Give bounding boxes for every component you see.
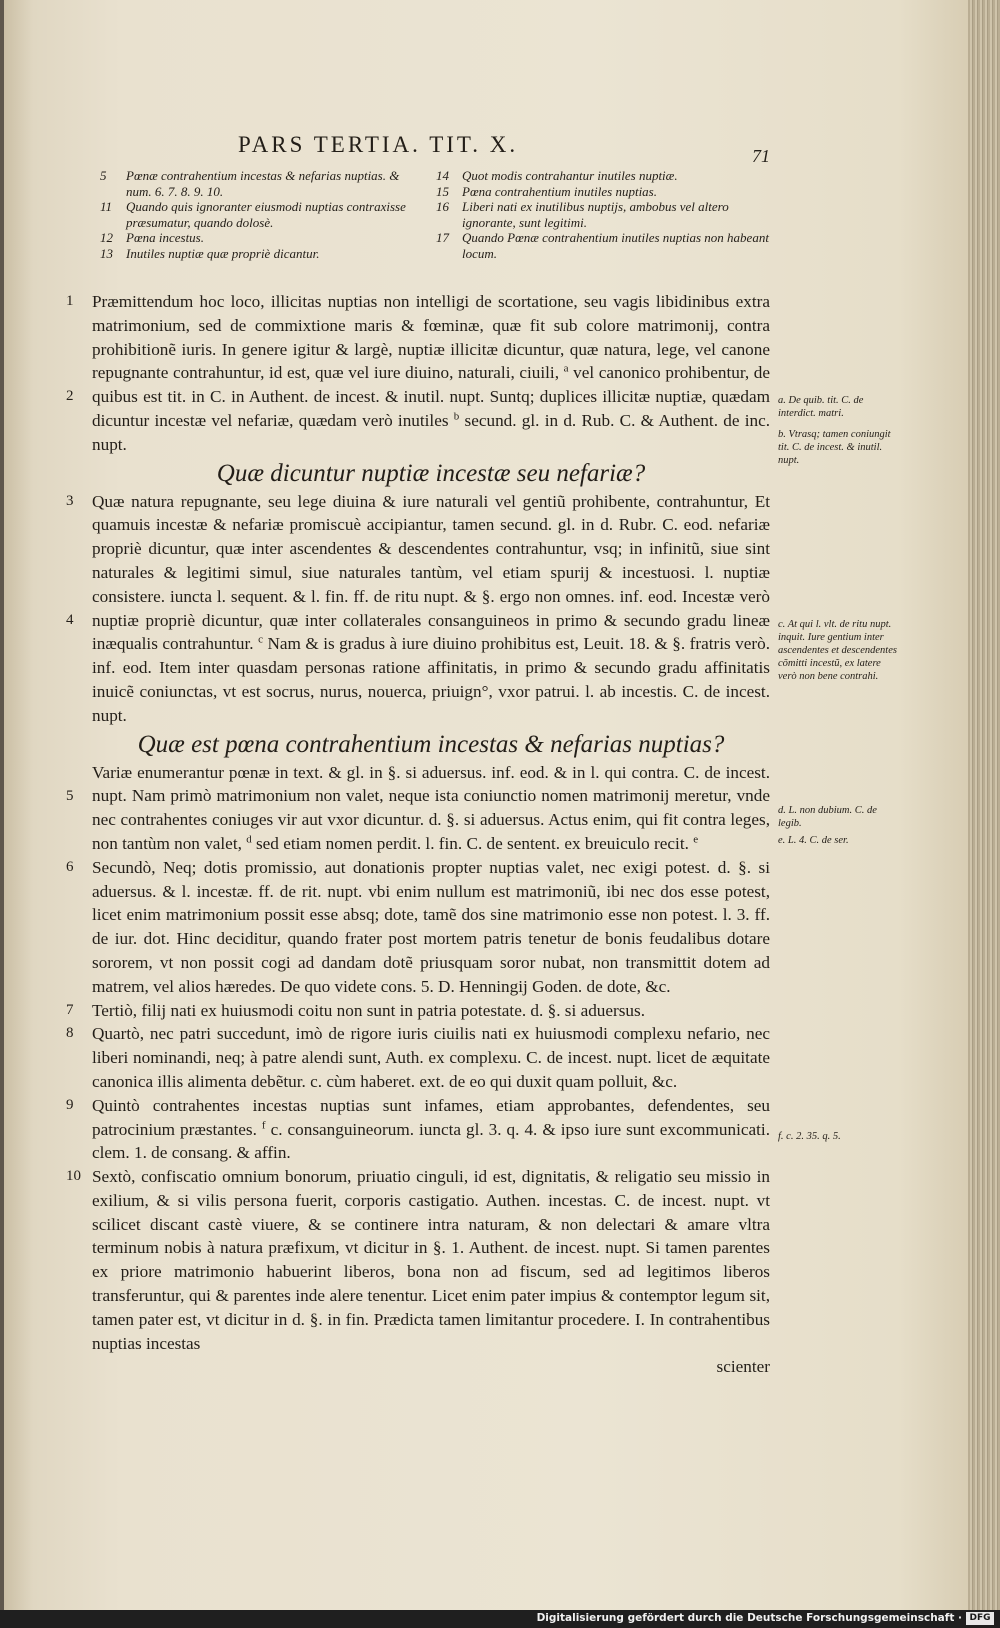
running-head: PARS TERTIA. TIT. X. <box>238 132 519 157</box>
margin-number: 2 <box>66 388 74 404</box>
paragraph-7: 7 Tertiò, filij nati ex huiusmodi coitu non sunt in patria potestate. d. §. si aduersus. <box>92 999 770 1023</box>
paragraph-3: 3 4 Quæ natura repugnante, seu lege diuina & iure naturali vel gentiũ prohibente, contrahuntur, Et quamuis incestæ & nefariæ promiscuè accipiantur, tamen secund. gl. in d. Rubr. C. eod. nefariæ propriè dicuntur, quæ inter ascendentes & descendentes contrahuntur, vsq; in infinitũ, siue sint naturales & legitimi simul, siue naturales tantùm, vel etiam spurij & incestuosi. l. nuptiæ consistere. iuncta l. sequent. & l. fin. ff. de ritu nupt. & §. ergo non omnes. inf. eod. Incestæ verò nuptiæ propriè dicuntur, quæ inter collaterales consanguineos in primo & secundo gradu lineæ inæqualis contrahuntur. $^c$ Nam & is gradus à iure diuino prohibitus est, Leuit. 18. & §. fratris verò. inf. eod. Item inter quasdam personas ratione affinitatis, in primo & secundo gradu affinitatis inuicẽ coniunctas, vt est socrus, nurus, nouerca, priuign°, vxor patrui. l. ab incestis. C. de incest. nupt. <box>66 491 771 725</box>
margin-number: 10 <box>66 1168 81 1185</box>
summary-item: 17 Quando Pœnæ contrahentium inutiles nuptias non habeant locum. <box>436 230 769 261</box>
summary-item: 14 Quot modis contrahantur inutiles nuptiæ. <box>436 168 678 183</box>
margin-number: 1 <box>66 293 74 309</box>
side-note-f: f. c. 2. 35. q. 5. <box>778 1131 841 1142</box>
paragraph-1: 1 2 Præmittendum hoc loco, illicitas nuptias non intelligi de scortatione, seu vagis libidinibus extra matrimonium, sed de commixtione maris & fœminæ, quæ fit sub colore matrimonij, contra prohibitionẽ iuris. In genere igitur & largè, nuptiæ illicitæ dicuntur, quæ natura, lege, vel canone repugnante contrahuntur, id est, quæ vel iure diuino, naturali, ciuili, $^a$ vel canonico prohibentur, de quibus est tit. in C. in Authent. de incest. & inutil. nupt. Suntq; duplices illicitæ nuptiæ, quædam dicuntur incestæ vel nefariæ, quædam verò inutiles $^b$ secund. gl. in d. Rub. C. & Authent. de inc. nupt. <box>66 292 771 454</box>
summary-right <box>434 168 774 262</box>
heading-poena: Quæ est pœna contrahentium incestas & nefarias nuptias? <box>137 730 725 758</box>
margin-number: 5 <box>66 787 74 804</box>
summary-item: 11 Quando quis ignoranter eiusmodi nuptias contraxisse præsumatur, quando dolosè. <box>100 199 406 230</box>
paragraph-9: 9 Quintò contrahentes incestas nuptias sunt infames, etiam approbantes, defendentes, seu patrocinium præstantes. $^f$ c. consanguineorum. iuncta gl. 3. q. 4. & ipso iure sunt excommunicati. clem. 1. de consang. & affin. <box>66 1095 770 1163</box>
paragraph-8: 8 Quartò, nec patri succedunt, imò de rigore iuris ciuilis nati ex huiusmodi complexu nefario, nec liberi nominandi, neq; à patre alendi sunt, Auth. ex complexu. C. de incest. nupt. licet de æquitate canonica illis alimenta debẽtur. c. cùm haberet. ext. de eo qui duxit quam polluit, &c. <box>66 1024 770 1091</box>
page-edges <box>968 0 1000 1612</box>
summary-item: 16 Liberi nati ex inutilibus nuptijs, ambobus vel altero ignorante, sunt legitimi. <box>436 199 729 230</box>
dfg-logo: DFG <box>966 1612 994 1625</box>
body-text <box>66 290 771 1379</box>
summary-item: 12 Pœna incestus. <box>100 230 204 246</box>
paragraph-5: 5 Variæ enumerantur pœnæ in text. & gl. in §. si aduersus. inf. eod. & in l. qui contra. C. de incest. nupt. Nam primò matrimonium non valet, neque ista coniunctio nomen matrimonij meretur, vnde nec contrahentes coniuges vir aut vxor dicuntur. d. §. si aduersus. Actus enim, qui fit contra leges, non tantùm non valet, $^d$ sed etiam nomen perdit. l. fin. C. de sentent. ex breuiculo recit. $^e$ <box>66 762 770 853</box>
summary-item: 5 Pœnæ contrahentium incestas & nefarias nuptias. & num. 6. 7. 8. 9. 10. <box>100 168 400 199</box>
side-note-c: c. At qui l. vlt. de ritu nupt. inquit. Iure gentium inter ascendentes et descendentes cõmitti incestũ, ex latere verò non bene contrahi. <box>778 619 897 682</box>
heading-incestae: Quæ dicuntur nuptiæ incestæ seu nefariæ? <box>216 459 646 487</box>
margin-number: 8 <box>66 1025 74 1042</box>
paragraph-10: 10 Sextò, confiscatio omnium bonorum, priuatio cinguli, id est, dignitatis, & religatio seu missio in exilium, & si vilis persona fuerit, corporis castigatio. Authen. incestas. C. de incest. nupt. vt scilicet discant castè viuere, & se continere intra naturam, & non delectari & amare vltra terminum nobis à natura præfixum, vt dicitur in §. 1. Authent. de incest. nupt. Si tamen parentes ex priore matrimonio habuerint liberos, bona non ad fiscum, sed ad legitimos liberos transferuntur, qui & parentes inde alere tenentur. Licet enim pater impius & contemptor legum sit, tamen pater est, vt dicitur in d. §. in fin. Prædicta tamen limitantur procedere. I. In contrahentibus nuptias incestas <box>66 1167 770 1353</box>
catchword: scienter <box>716 1357 770 1377</box>
margin-number: 4 <box>66 611 74 628</box>
margin-number: 9 <box>66 1096 74 1113</box>
summary-item: 13 Inutiles nuptiæ quæ propriè dicantur. <box>100 245 320 261</box>
margin-number: 3 <box>66 492 74 509</box>
page-number: 71 <box>752 146 770 166</box>
side-note-e: e. L. 4. C. de ser. <box>778 835 849 846</box>
summary-item: 15 Pœna contrahentium inutiles nuptias. <box>436 183 657 199</box>
paragraph-6: 6 Secundò, Neq; dotis promissio, aut donationis propter nuptias valet, nec exigi potest. d. §. si aduersus. & l. incestæ. ff. de rit. nupt. vbi enim nullum est matrimoniũ, ibi nec dos esse potest, licet enim matrimonium possit esse absq; dote, tamẽ dos sine matrimonio esse non potest. l. 3. ff. de iur. dot. Hinc deciditur, quando frater post mortem patris tenetur de bonis feudalibus dotare sororem, vt non possit cogi ad dandam dotẽ priusquam soror nubat, non transmittit dotem ad matrem, vel alios hæredes. De quo videte cons. 5. D. Henningij Goden. de dote, &c. <box>66 857 770 996</box>
side-note-b: b. Vtrasq; tamen coniungit tit. C. de incest. & inutil. nupt. <box>778 429 891 466</box>
side-note-d: d. L. non dubium. C. de legib. <box>778 805 877 829</box>
margin-number: 6 <box>66 858 74 875</box>
margin-number: 7 <box>66 1001 74 1018</box>
side-note-a: a. De quib. tit. C. de interdict. matri. <box>778 395 864 419</box>
funding-credit: Digitalisierung gefördert durch die Deutsche Forschungsgemeinschaft · <box>536 1612 962 1624</box>
summary-left <box>98 168 428 262</box>
